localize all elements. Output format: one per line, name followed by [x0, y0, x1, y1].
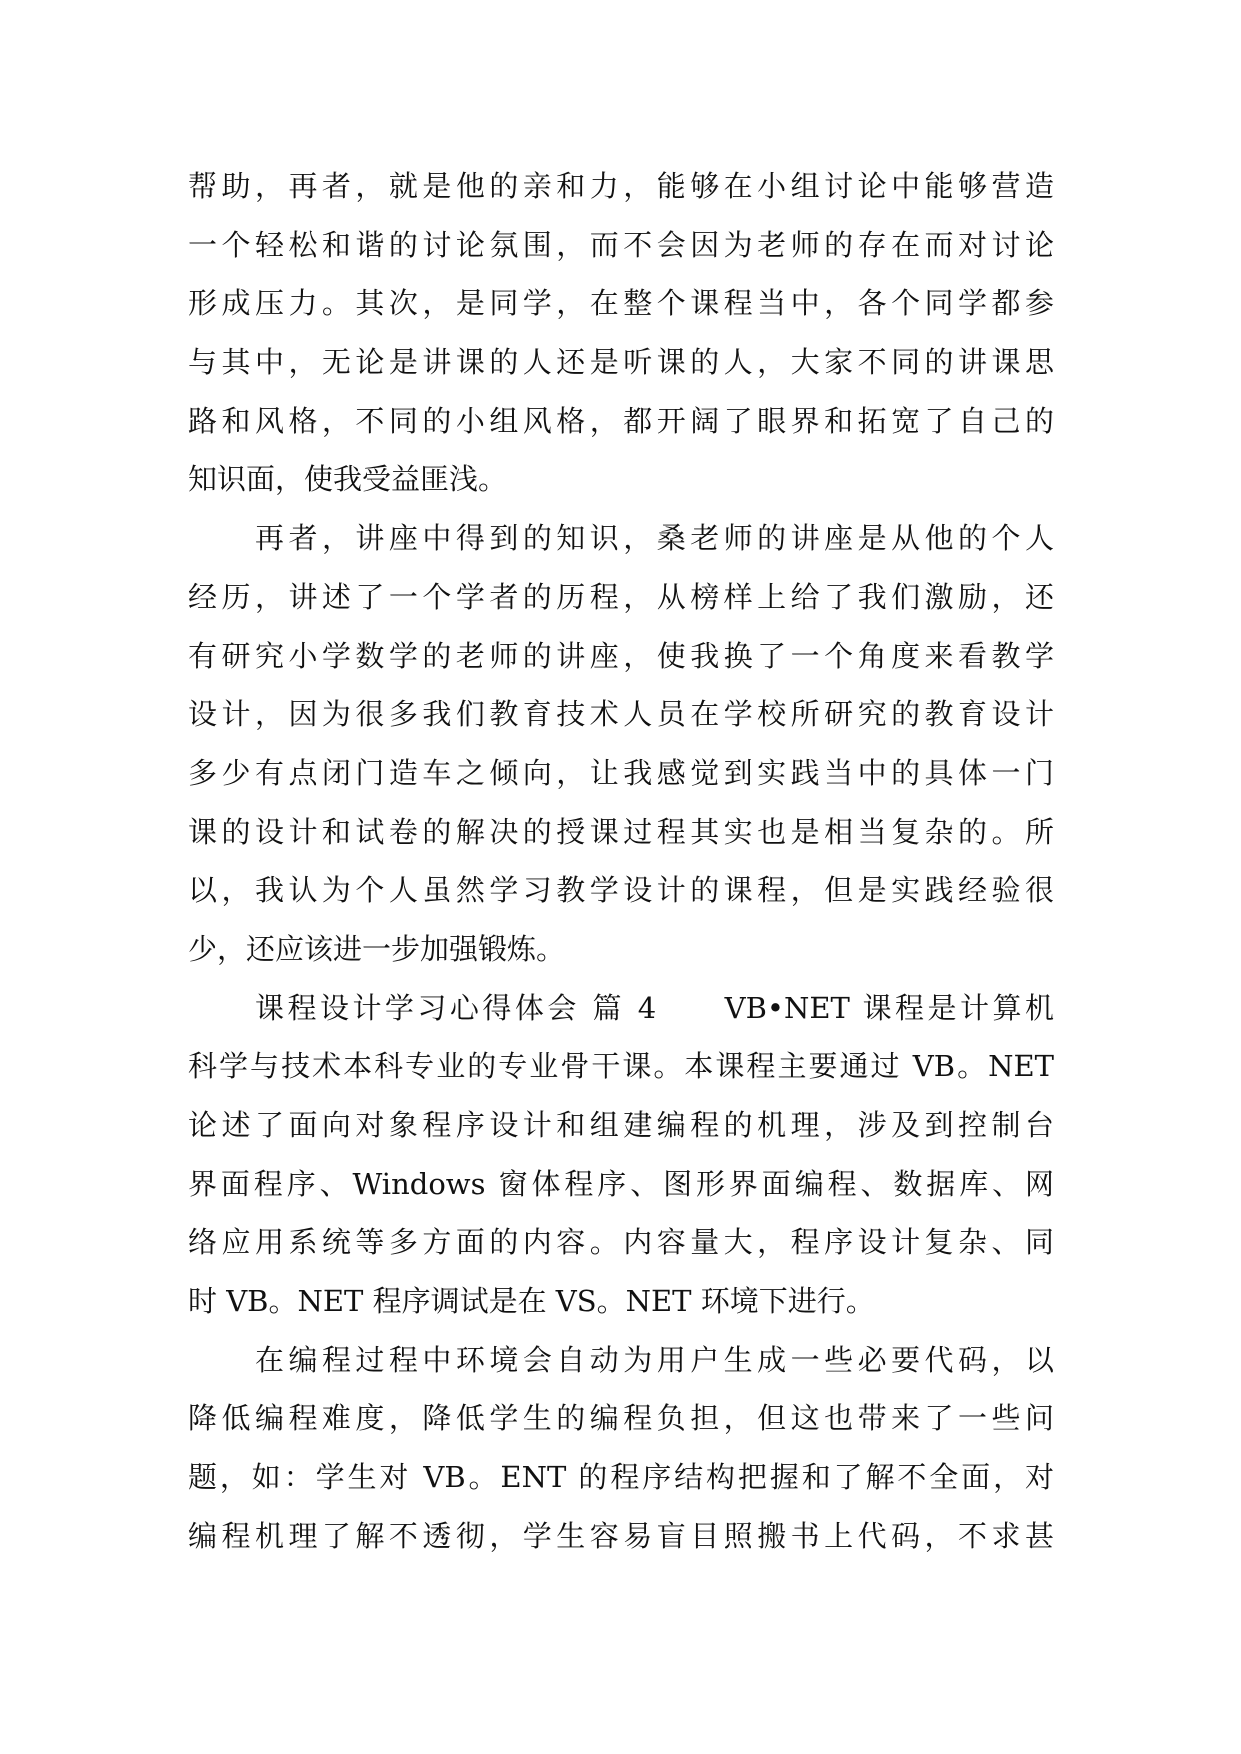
text-line: 时 VB。NET 程序调试是在 VS。NET 环境下进行。	[188, 1284, 875, 1319]
text-line: 一个轻松和谐的讨论氛围，而不会因为老师的存在而对讨论	[188, 227, 1054, 262]
text-line: 课程设计学习心得体会 篇 4 VB•NET 课程是计算机	[255, 990, 1054, 1025]
text-line: 知识面，使我受益匪浅。	[188, 462, 508, 497]
text-line: 课的设计和试卷的解决的授课过程其实也是相当复杂的。所	[188, 814, 1054, 849]
paragraph	[188, 509, 1054, 979]
text-line: 路和风格，不同的小组风格，都开阔了眼界和拓宽了自己的	[188, 403, 1054, 438]
text-line: 科学与技术本科专业的专业骨干课。本课程主要通过 VB。NET	[188, 1049, 1054, 1084]
text-line: 降低编程难度，降低学生的编程负担，但这也带来了一些问	[188, 1401, 1054, 1436]
text-line: 题，如：学生对 VB。ENT 的程序结构把握和了解不全面，对	[188, 1460, 1054, 1495]
paragraph	[188, 157, 1054, 509]
text-line: 与其中，无论是讲课的人还是听课的人，大家不同的讲课思	[188, 345, 1054, 380]
text-line: 少，还应该进一步加强锻炼。	[188, 931, 566, 966]
text-line: 络应用系统等多方面的内容。内容量大，程序设计复杂、同	[188, 1225, 1054, 1260]
document-body	[188, 157, 1054, 1566]
text-line: 论述了面向对象程序设计和组建编程的机理，涉及到控制台	[188, 1108, 1054, 1142]
text-line: 经历，讲述了一个学者的历程，从榜样上给了我们激励，还	[188, 579, 1054, 614]
paragraph	[188, 979, 1054, 1331]
text-line: 再者，讲座中得到的知识，桑老师的讲座是从他的个人	[255, 521, 1054, 556]
paragraph	[188, 1331, 1054, 1566]
text-line: 以，我认为个人虽然学习教学设计的课程，但是实践经验很	[188, 873, 1054, 908]
text-line: 多少有点闭门造车之倾向，让我感觉到实践当中的具体一门	[188, 755, 1054, 790]
text-line: 形成压力。其次，是同学，在整个课程当中，各个同学都参	[188, 286, 1054, 321]
text-line: 界面程序、Windows 窗体程序、图形界面编程、数据库、网	[188, 1166, 1054, 1201]
text-line: 设计，因为很多我们教育技术人员在学校所研究的教育设计	[188, 697, 1054, 732]
text-line: 帮助，再者，就是他的亲和力，能够在小组讨论中能够营造	[188, 169, 1054, 203]
text-line: 编程机理了解不透彻，学生容易盲目照搬书上代码，不求甚	[188, 1518, 1054, 1553]
text-line: 在编程过程中环境会自动为用户生成一些必要代码，以	[255, 1342, 1054, 1377]
text-line: 有研究小学数学的老师的讲座，使我换了一个角度来看教学	[188, 638, 1054, 673]
